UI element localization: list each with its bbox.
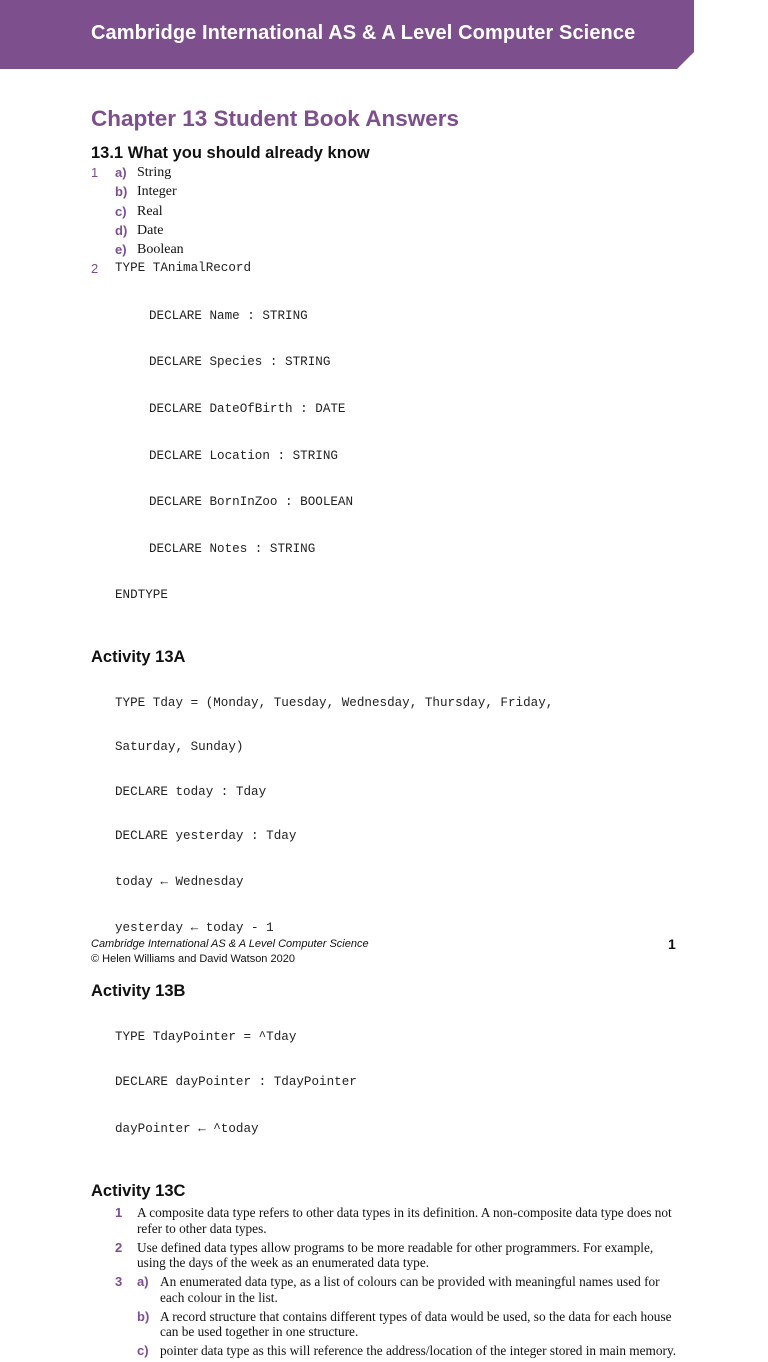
question-1 — [91, 163, 681, 259]
item-text: String — [137, 165, 172, 180]
main-content — [91, 106, 681, 1362]
banner-title: Cambridge International AS & A Level Computer Science — [91, 22, 636, 44]
item-text: Date — [137, 222, 164, 238]
item-letter: e) — [115, 242, 127, 258]
code-block — [115, 1001, 681, 1167]
footer — [91, 937, 369, 967]
code-block — [115, 667, 681, 966]
code-line: DECLARE Notes : STRING — [149, 541, 316, 556]
question-2 — [91, 259, 681, 632]
code-line: DECLARE DateOfBirth : DATE — [149, 401, 346, 416]
list-item — [137, 1309, 681, 1340]
item-letter: d) — [115, 222, 128, 238]
code-line: TYPE TAnimalRecord — [115, 261, 252, 276]
list-item — [91, 240, 681, 259]
item-text: A composite data type refers to other data types in its definition. A non-composite data type does not refer to other data types. — [137, 1205, 672, 1236]
code-line: DECLARE Name : STRING — [149, 308, 308, 323]
code-line: DECLARE today : Tday — [115, 784, 267, 799]
page-number: 1 — [668, 936, 676, 952]
list-item — [91, 1240, 681, 1271]
section-heading-activity-13b: Activity 13B — [91, 981, 186, 1000]
page-title: Chapter 13 Student Book Answers — [91, 106, 459, 131]
code-line: DECLARE Species : STRING — [149, 355, 331, 370]
code-line: ENDTYPE — [115, 588, 168, 603]
code-line: Saturday, Sunday) — [115, 740, 244, 755]
footer-book-title: Cambridge International AS & A Level Computer Science — [91, 938, 369, 950]
list-item — [137, 1343, 681, 1359]
list-item — [91, 221, 681, 240]
item-text: Real — [137, 203, 163, 219]
item-number: 3 — [115, 1274, 123, 1290]
item-text: pointer data type as this will reference the address/location of the integer stored in main memory. — [160, 1343, 677, 1359]
code-line: yesterday ← today - 1 — [115, 921, 274, 936]
question-number: 2 — [91, 261, 99, 277]
item-text: Use defined data types allow programs to be more readable for other programmers. For example, using the days of the week as an enumerated data type. — [137, 1239, 654, 1271]
item-text: A record structure that contains different types of data would be used, so the data for each house can be used together in one structure. — [160, 1308, 672, 1340]
item-letter: b) — [137, 1308, 150, 1324]
footer-copyright: © Helen Williams and David Watson 2020 — [91, 953, 295, 965]
code-line: DECLARE Location : STRING — [149, 448, 338, 463]
code-line: today ← Wednesday — [115, 874, 244, 889]
item-number: 1 — [115, 1205, 123, 1221]
item-text: Integer — [137, 184, 177, 200]
code-line: TYPE TdayPointer = ^Tday — [115, 1029, 297, 1044]
item-letter: c) — [115, 203, 127, 219]
item-letter: a) — [115, 165, 127, 180]
section-heading-activity-13c: Activity 13C — [91, 1182, 186, 1201]
item-text: Boolean — [137, 242, 184, 258]
item-letter: a) — [137, 1274, 149, 1290]
question-number: 1 — [91, 165, 99, 180]
activity-13c-list — [91, 1205, 681, 1359]
code-line: TYPE Tday = (Monday, Tuesday, Wednesday, Thursday, Friday, — [115, 695, 554, 710]
list-item — [91, 1205, 681, 1236]
section-heading-activity-13a: Activity 13A — [91, 647, 186, 666]
item-number: 2 — [115, 1239, 123, 1255]
item-text: An enumerated data type, as a list of colours can be provided with meaningful names used for each colour in the list. — [160, 1274, 660, 1305]
code-line: DECLARE dayPointer : TdayPointer — [115, 1075, 357, 1090]
code-line: DECLARE BornInZoo : BOOLEAN — [149, 495, 354, 510]
list-item — [91, 1274, 681, 1305]
code-line: DECLARE yesterday : Tday — [115, 829, 297, 844]
code-line: dayPointer ← ^today — [115, 1121, 259, 1136]
list-item — [91, 163, 681, 182]
item-letter: c) — [137, 1343, 149, 1359]
list-item — [91, 182, 681, 201]
section-heading-13-1: 13.1 What you should already know — [91, 144, 370, 162]
code-block — [115, 279, 681, 633]
item-letter: b) — [115, 184, 128, 200]
list-item — [91, 202, 681, 221]
